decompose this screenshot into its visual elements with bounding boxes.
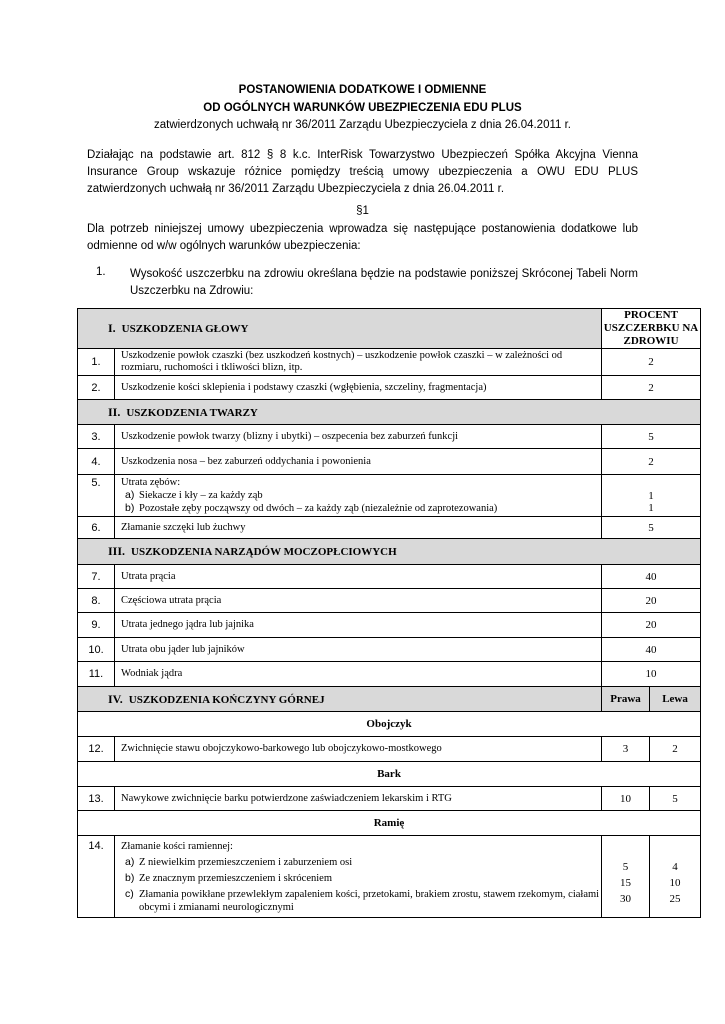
table-row (78, 737, 701, 762)
table-row (78, 539, 701, 565)
sub-item (121, 502, 601, 515)
row-intro: Złamanie kości ramiennej: (121, 841, 233, 852)
row-description (115, 475, 602, 517)
row-number: 8. (78, 589, 115, 613)
sub-value: 1 (648, 490, 654, 502)
sub-value: 4 (672, 861, 678, 873)
row-description: Utrata obu jąder lub jajników (115, 638, 602, 662)
sub-letter: b) (125, 872, 135, 884)
row-description: Utrata prącia (115, 565, 602, 589)
table-row (78, 638, 701, 662)
row-value-right: 3 (602, 737, 650, 762)
subsection-header: Bark (78, 762, 701, 787)
sub-item (121, 856, 601, 869)
table-row (78, 662, 701, 687)
row-number: 10. (78, 638, 115, 662)
row-number: 11. (78, 662, 115, 687)
row-intro: Utrata zębów: (121, 477, 181, 488)
point-text: Wysokość uszczerbku na zdrowiu określana będzie na podstawie poniższej Skróconej Tabeli Norm Uszczerbku na Zdrowiu: (130, 268, 638, 297)
row-value: 20 (602, 589, 701, 613)
table-row (78, 712, 701, 737)
table-row (78, 309, 701, 349)
sub-value: 25 (669, 893, 681, 905)
sub-item (121, 872, 601, 885)
doc-title-line3: zatwierdzonych uchwałą nr 36/2011 Zarządu Ubezpieczyciela z dnia 26.04.2011 r. (153, 119, 571, 131)
section-roman: IV. (108, 691, 123, 706)
intro-paragraph: Działając na podstawie art. 812 § 8 k.c. InterRisk Towarzystwo Ubezpieczeń Spółka Akcyjna Vienna Insurance Group wskazuje różnice pomiędzy treścią umowy ubezpieczenia a OWU EDU PLUS zatwierdzonych uchwałą nr 36/2011 Zarządu Ubezpieczyciela z dnia 26.04.2011 r. (87, 149, 638, 195)
doc-title-line2: OD OGÓLNYCH WARUNKÓW UBEZPIECZENIA EDU PLUS (203, 102, 522, 114)
row-description: Wodniak jądra (115, 662, 602, 687)
row-value-right (602, 836, 650, 918)
row-value: 40 (602, 638, 701, 662)
section-text: Dla potrzeb niniejszej umowy ubezpieczenia wprowadza się następujące postanowienia dodatkowe lub odmienne od w/w ogólnych warunków ubezpieczenia: (87, 223, 638, 252)
section-title: USZKODZENIA NARZĄDÓW MOCZOPŁCIOWYCH (131, 546, 397, 558)
section-roman: I. (108, 321, 116, 335)
sub-value: 1 (648, 502, 654, 514)
column-header-left: Lewa (650, 687, 701, 712)
table-row (78, 400, 701, 425)
table-row (78, 517, 701, 539)
table-row (78, 836, 701, 918)
point-number: 1. (96, 266, 106, 278)
row-value: 40 (602, 565, 701, 589)
sub-text: Złamania powikłane przewlekłym zapaleniem kości, przetokami, brakiem zrostu, stawem rzekomym, ciałami obcymi i zmianami neurologicznymi (139, 889, 600, 913)
sub-letter: a) (125, 489, 135, 501)
row-number: 6. (78, 517, 115, 539)
row-number: 3. (78, 425, 115, 449)
section-title: USZKODZENIA TWARZY (126, 406, 258, 419)
row-value-left: 2 (650, 737, 701, 762)
section-roman: III. (108, 544, 126, 558)
row-description: Złamanie szczęki lub żuchwy (115, 517, 602, 539)
sub-letter: c) (125, 888, 134, 900)
row-value: 2 (602, 449, 701, 475)
row-description: Uszkodzenie kości sklepienia i podstawy czaszki (wgłębienia, szczeliny, fragmentacja) (115, 376, 602, 400)
row-description: Utrata jednego jądra lub jajnika (115, 613, 602, 638)
subsection-header: Ramię (78, 811, 701, 836)
row-description: Nawykowe zwichnięcie barku potwierdzone zaświadczeniem lekarskim i RTG (115, 787, 602, 811)
row-number: 4. (78, 449, 115, 475)
sub-value: 15 (620, 877, 632, 889)
row-description: Uszkodzenie powłok czaszki (bez uszkodzeń kostnych) – uszkodzenie powłok czaszki – w zależności od rozmiaru, ruchomości i tkliwości blizn, itp. (115, 349, 602, 376)
column-header-percent: PROCENT USZCZERBKU NA ZDROWIU (602, 309, 701, 349)
table-row (78, 787, 701, 811)
table-row (78, 811, 701, 836)
row-value-right: 10 (602, 787, 650, 811)
sub-value: 5 (622, 861, 629, 873)
section-header (78, 539, 701, 565)
sub-value: 10 (669, 877, 681, 889)
row-value: 2 (602, 376, 701, 400)
section-header (78, 309, 602, 349)
table-row (78, 449, 701, 475)
section-title: USZKODZENIA KOŃCZYNY GÓRNEJ (128, 693, 325, 706)
sub-item (121, 489, 601, 502)
table-row (78, 376, 701, 400)
table-row (78, 475, 701, 517)
sub-text: Z niewielkim przemieszczeniem i zaburzeniem osi (139, 857, 353, 868)
section-mark: §1 (356, 205, 369, 217)
table-row (78, 687, 701, 712)
row-value-left: 5 (650, 787, 701, 811)
row-number: 14. (78, 836, 115, 918)
row-number: 5. (78, 475, 115, 517)
section-header (78, 687, 602, 712)
row-value: 5 (602, 425, 701, 449)
table-row (78, 565, 701, 589)
table-row (78, 349, 701, 376)
row-description: Częściowa utrata prącia (115, 589, 602, 613)
sub-value: 30 (620, 893, 632, 905)
table-row (78, 425, 701, 449)
table-row (78, 762, 701, 787)
sub-letter: b) (125, 502, 135, 514)
row-value-left (650, 836, 701, 918)
sub-text: Ze znacznym przemieszczeniem i skróceniem (139, 873, 332, 884)
sub-text: Siekacze i kły – za każdy ząb (139, 490, 263, 501)
section-header (78, 400, 701, 425)
table-row (78, 589, 701, 613)
row-value: 2 (602, 349, 701, 376)
row-value: 10 (602, 662, 701, 687)
row-description: Uszkodzenie powłok twarzy (blizny i ubytki) – oszpecenia bez zaburzeń funkcji (115, 425, 602, 449)
row-value (602, 475, 701, 517)
row-description: Zwichnięcie stawu obojczykowo-barkowego lub obojczykowo-mostkowego (115, 737, 602, 762)
row-number: 13. (78, 787, 115, 811)
section-roman: II. (108, 404, 121, 419)
row-number: 1. (78, 349, 115, 376)
column-header-right: Prawa (602, 687, 650, 712)
row-description: Uszkodzenia nosa – bez zaburzeń oddychania i powonienia (115, 449, 602, 475)
injury-table (77, 308, 701, 918)
row-number: 2. (78, 376, 115, 400)
row-description (115, 836, 602, 918)
row-value: 5 (602, 517, 701, 539)
row-value: 20 (602, 613, 701, 638)
sub-item (121, 888, 601, 914)
section-title: USZKODZENIA GŁOWY (121, 323, 249, 335)
row-number: 12. (78, 737, 115, 762)
row-number: 9. (78, 613, 115, 638)
doc-title-line1: POSTANOWIENIA DODATKOWE I ODMIENNE (238, 84, 487, 96)
table-row (78, 613, 701, 638)
sub-text: Pozostałe zęby począwszy od dwóch – za każdy ząb (niezależnie od zaprotezowania) (139, 503, 498, 514)
sub-letter: a) (125, 856, 135, 868)
subsection-header: Obojczyk (78, 712, 701, 737)
row-number: 7. (78, 565, 115, 589)
